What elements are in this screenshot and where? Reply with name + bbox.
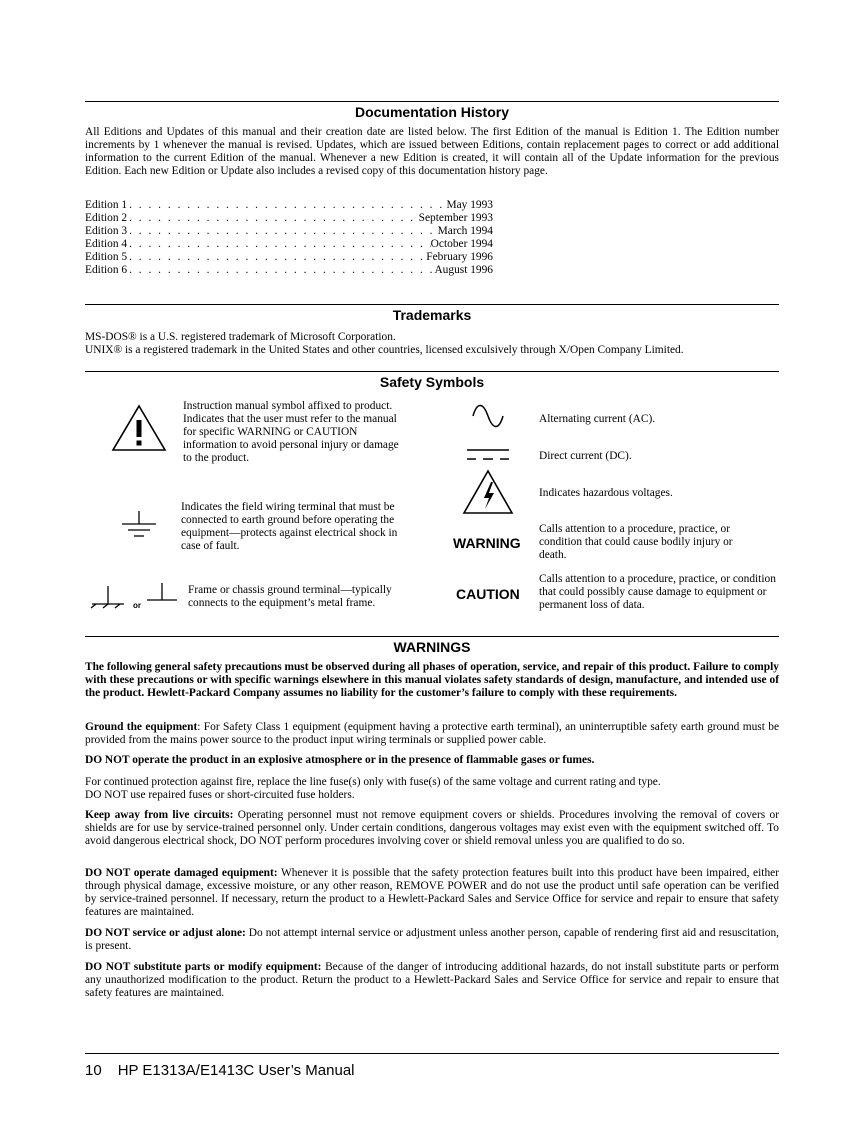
hazard-text: Indicates hazardous voltages. <box>539 487 673 499</box>
page-footer <box>85 1062 355 1079</box>
page-number: 10 <box>85 1062 102 1079</box>
trademarks-rule <box>85 304 779 305</box>
warning-text: Calls attention to a procedure, practice, or condition that could cause bodily injury or death. <box>539 523 733 561</box>
substitute-parts-paragraph: DO NOT substitute parts or modify equipment: Because of the danger of introducing additional hazards, do not install substitute parts or perform any unauthorized modification to the product. Return the product to a Hewlett-Packard Sales and Service Office for service and repair to ensure that safety features are maintained. <box>85 961 779 999</box>
top-rule <box>85 101 779 102</box>
earth-text: Indicates the field wiring terminal that must be connected to earth ground before operating the equipment—protects against electrical shock in case of fault. <box>181 501 398 552</box>
frame-ground-icon <box>90 584 126 608</box>
earth-ground-icon <box>120 511 158 539</box>
edition-row: Edition 6 . . . August 1996 <box>85 264 493 277</box>
doc-history-title: Documentation History <box>354 104 509 120</box>
explosive-paragraph: DO NOT operate the product in an explosive atmosphere or in the presence of flammable gases or fumes. <box>85 754 595 766</box>
or-label: or <box>133 601 141 610</box>
frame-text: Frame or chassis ground terminal—typically connects to the equipment’s metal frame. <box>188 584 392 609</box>
edition-row: Edition 2 . . . September 1993 <box>85 212 493 225</box>
ground-paragraph: Ground the equipment: For Safety Class 1 equipment (equipment having a protective earth terminal), an uninterruptible safety earth ground must be provided from the mains power source to the product input wiring terminals or supplied power cable. <box>85 721 780 746</box>
dc-icon <box>466 447 510 463</box>
live-circuits-paragraph: Keep away from live circuits: Operating personnel must not remove equipment covers or shields. Procedures involving the removal of covers or shields are for use by service-trained personnel only. Under certain conditions, dangerous voltages may exist even with the equipment switched off. To avoid dangerous electrical shock, DO NOT perform procedures involving cover or shield removal unless you are qualified to do so. <box>85 809 779 847</box>
doc-history-intro: All Editions and Updates of this manual and their creation date are listed below. The first Edition of the manual is Edition 1. The Edition number increments by 1 whenever the manual is revised. Updates, which are issued between Editions, contain replacement pages to correct or add additional information to the current Edition of the manual. Whenever a new Edition is created, it will contain all of the Update information for the previous Edition. Each new Edition or Update also includes a revised copy of this documentation history page. <box>85 126 779 177</box>
warnings-rule <box>85 636 779 637</box>
hazardous-voltage-icon <box>462 469 514 515</box>
trademarks-title: Trademarks <box>392 307 472 323</box>
damaged-equipment-paragraph: DO NOT operate damaged equipment: Whenever it is possible that the safety protection features built into this product have been impaired, either through physical damage, excessive moisture, or any other reason, REMOVE POWER and do not use the product until safe operation can be verified by service-trained personnel. If necessary, return the product to a Hewlett-Packard Sales and Service Office for service and repair to ensure that safety features are maintained. <box>85 867 779 918</box>
safety-rule <box>85 371 779 372</box>
dc-text: Direct current (DC). <box>539 450 632 462</box>
manual-symbol-text: Instruction manual symbol affixed to product. Indicates that the user must refer to the manual for specific WARNING or CAUTION information to avoid personal injury or damage to the product. <box>183 400 399 464</box>
warning-label: WARNING <box>453 535 521 551</box>
edition-row: Edition 1 . . . May 1993 <box>85 199 493 212</box>
warning-triangle-icon <box>111 404 167 452</box>
trademark-msdos: MS-DOS® is a U.S. registered trademark of Microsoft Corporation. <box>85 331 396 343</box>
chassis-ground-icon <box>146 582 178 604</box>
edition-row: Edition 4 . . . October 1994 <box>85 238 493 251</box>
fire-paragraph: For continued protection against fire, replace the line fuse(s) only with fuse(s) of the same voltage and current rating and type. DO NOT use repaired fuses or short-circuited fuse holders. <box>85 776 661 801</box>
footer-rule <box>85 1053 779 1054</box>
ac-sine-icon <box>472 404 504 428</box>
edition-row: Edition 5 . . . February 1996 <box>85 251 493 264</box>
service-alone-paragraph: DO NOT service or adjust alone: Do not attempt internal service or adjustment unless another person, capable of rendering first aid and resuscitation, is present. <box>85 927 779 952</box>
manual-title: HP E1313A/E1413C User’s Manual <box>117 1062 355 1079</box>
ac-text: Alternating current (AC). <box>539 413 656 425</box>
warnings-title: WARNINGS <box>393 639 471 655</box>
warnings-lead: The following general safety precautions must be observed during all phases of operation, service, and repair of this product. Failure to comply with these precautions or with specific warnings elsewhere in this manual violates safety standards of design, manufacture, and intended use of the product. Hewlett-Packard Company assumes no liability for the customer’s failure to comply with these requirements. <box>85 661 779 699</box>
safety-title: Safety Symbols <box>379 374 485 390</box>
caution-label: CAUTION <box>456 586 520 602</box>
trademark-unix: UNIX® is a registered trademark in the United States and other countries, licensed exculsively through X/Open Company Limited. <box>85 344 684 356</box>
edition-row: Edition 3 . . . March 1994 <box>85 225 493 238</box>
caution-text: Calls attention to a procedure, practice, or condition that could possibly cause damage to equipment or permanent loss of data. <box>539 573 776 611</box>
